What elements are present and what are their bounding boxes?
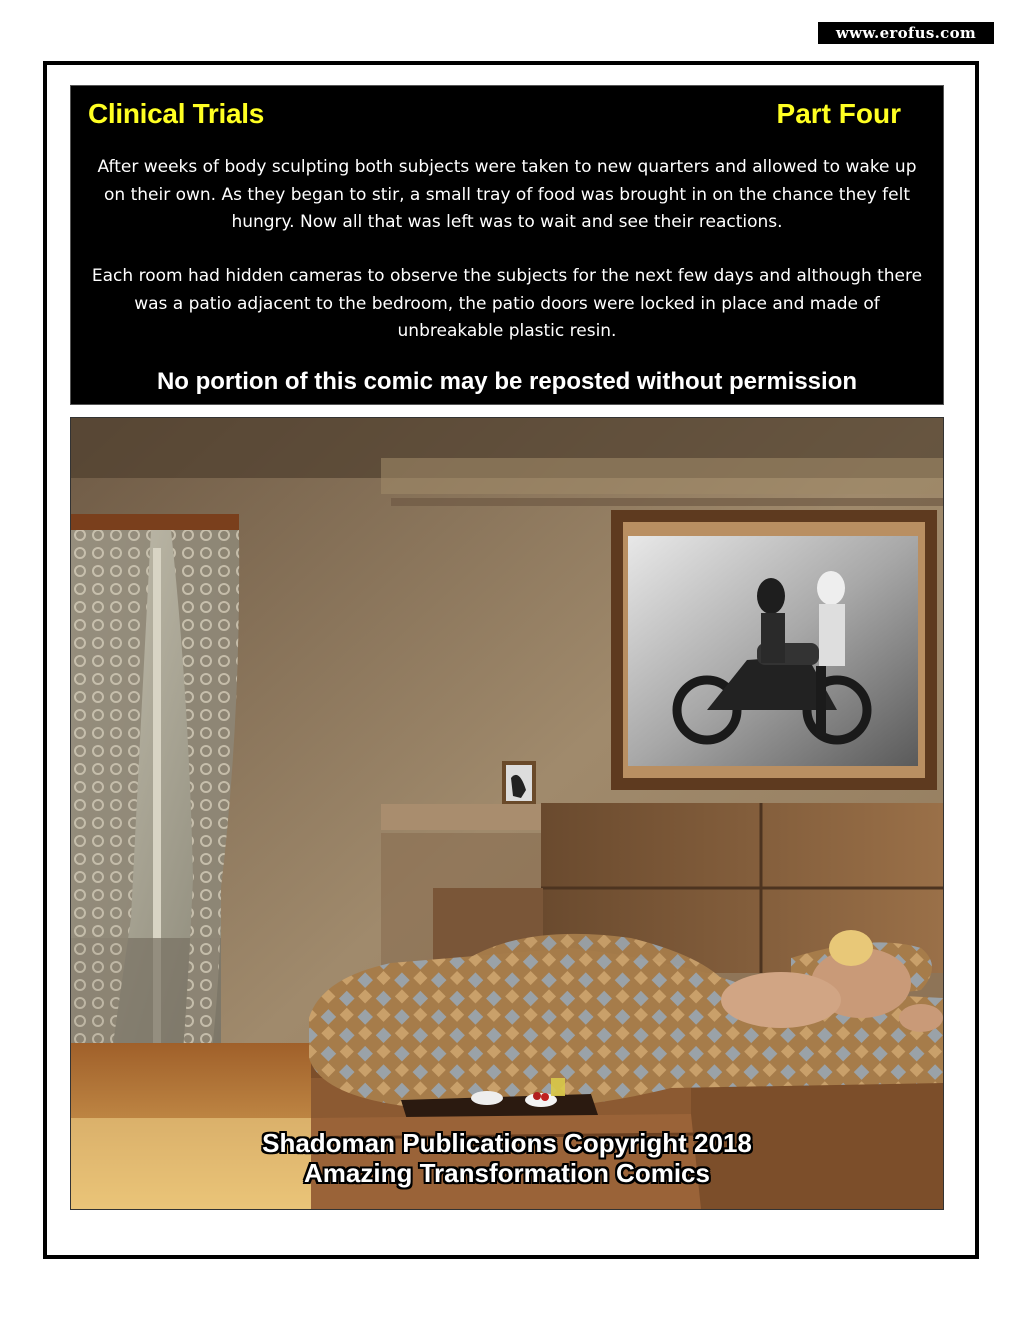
publisher-credit: Shadoman Publications Copyright 2018 [262,1128,752,1158]
comic-part: Part Four [776,98,901,129]
caption-paragraph-2: Each room had hidden cameras to observe the subjects for the next few days and although there was a patio adjacent to the bedroom, the patio doors were locked in place and made of unbreakable plastic resin. [91,266,923,341]
series-credit: Amazing Transformation Comics [304,1158,710,1188]
caption-box [70,85,944,405]
comic-title: Clinical Trials [88,98,265,129]
repost-notice: No portion of this comic may be reposted without permission [156,368,858,395]
site-watermark: www.erofus.com [818,22,994,44]
bedroom-scene-panel [70,417,944,1210]
bedroom-scene-illustration [71,418,943,1209]
caption-paragraph-1: After weeks of body sculpting both subjects were taken to new quarters and allowed to wake up on their own. As they began to stir, a small tray of food was brought in on the chance they felt hungry. Now all that was left was to wait and see their reactions. [97,157,917,232]
